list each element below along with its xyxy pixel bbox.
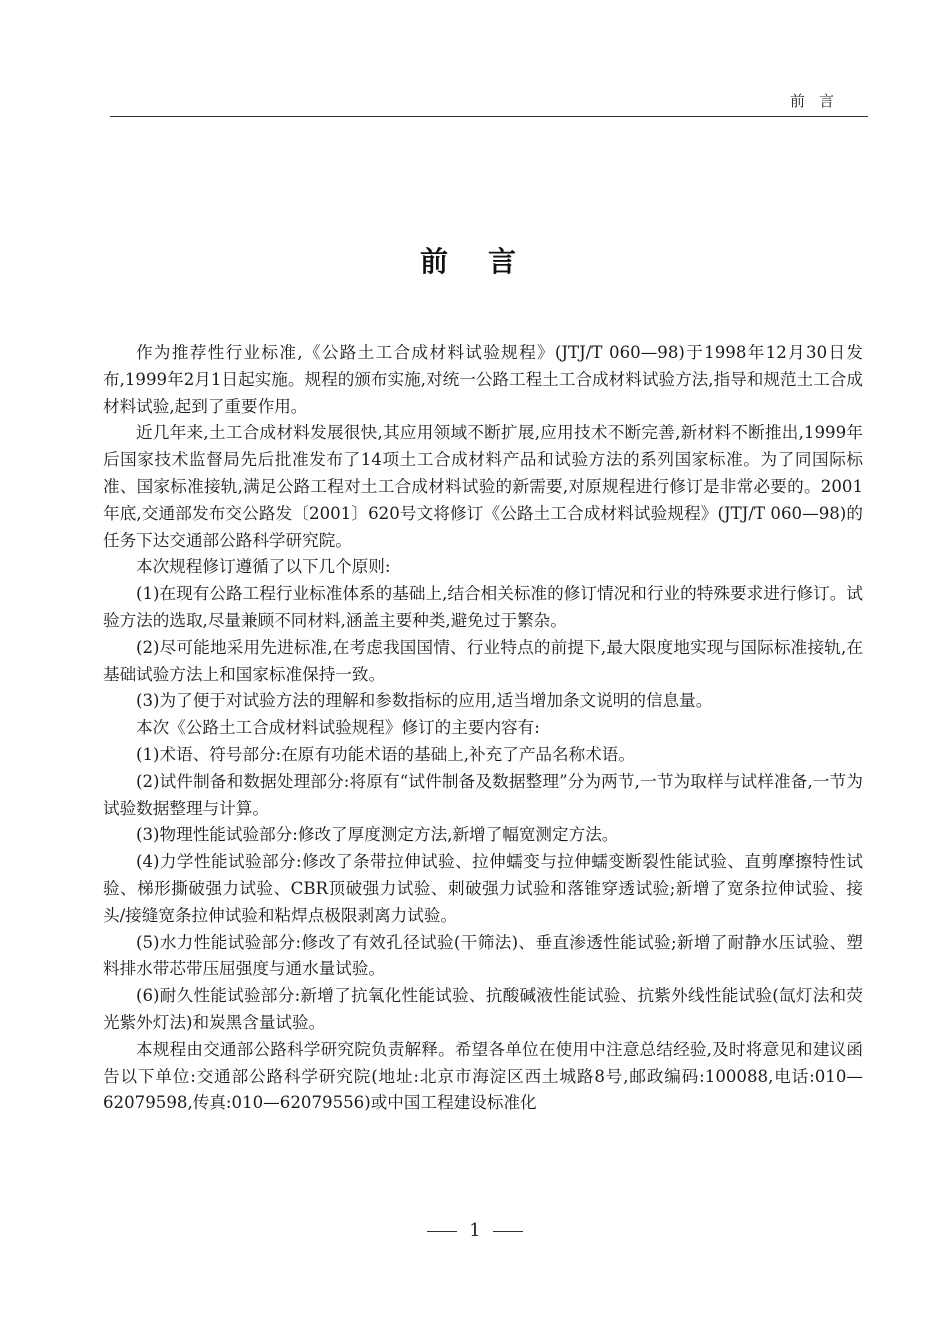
paragraph-interpretation: 本规程由交通部公路科学研究院负责解释。希望各单位在使用中注意总结经验,及时将意见和建议函告以下单位:交通部公路科学研究院(地址:北京市海淀区西土城路8号,邮政编码:100088,电话:010—62079598,传真:010—62079556)或中国工程建设标准化: [103, 1039, 863, 1113]
paragraph-content-4: (4)力学性能试验部分:修改了条带拉伸试验、拉伸蠕变与拉伸蠕变断裂性能试验、直剪摩擦特性试验、梯形撕破强力试验、CBR顶破强力试验、刺破强力试验和落锥穿透试验;新增了宽条拉伸试验、接头/接缝宽条拉伸试验和粘焊点极限剥离力试验。: [103, 852, 863, 925]
paragraph-content-2: (2)试件制备和数据处理部分:将原有“试件制备及数据整理”分为两节,一节为取样与试样准备,一节为试验数据整理与计算。: [103, 771, 863, 818]
page-title: 前言: [419, 245, 556, 278]
paragraph-contents-heading: 本次《公路土工合成材料试验规程》修订的主要内容有:: [136, 718, 540, 738]
page-footer: [0, 1220, 950, 1241]
body-text: [103, 340, 863, 1117]
paragraph-principle-1: (1)在现有公路工程行业标准体系的基础上,结合相关标准的修订情况和行业的特殊要求进行修订。试验方法的选取,尽量兼顾不同材料,涵盖主要种类,避免过于繁杂。: [103, 584, 863, 630]
page-number: 1: [469, 1220, 481, 1241]
paragraph-content-1: (1)术语、符号部分:在原有功能术语的基础上,补充了产品名称术语。: [136, 744, 635, 764]
paragraph-background: 近几年来,土工合成材料发展很快,其应用领域不断扩展,应用技术不断完善,新材料不断推出,1999年后国家技术监督局先后批准发布了14项土工合成材料产品和试验方法的系列国家标准。为了同国际标准、国家标准接轨,满足公路工程对土工合成材料试验的新需要,对原规程进行修订是非常必要的。2001年底,交通部发布交公路发〔2001〕620号文将修订《公路土工合成材料试验规程》(JTJ/T 060—98)的任务下达交通部公路科学研究院。: [103, 423, 863, 550]
footer-dash-left: [427, 1231, 457, 1232]
paragraph-principles-heading: 本次规程修订遵循了以下几个原则:: [136, 557, 391, 577]
header-rule: [110, 116, 868, 117]
footer-dash-right: [493, 1231, 523, 1232]
running-header: 前言: [790, 92, 849, 110]
paragraph-intro: 作为推荐性行业标准,《公路土工合成材料试验规程》(JTJ/T 060—98)于1998年12月30日发布,1999年2月1日起实施。规程的颁布实施,对统一公路工程土工合成材料试验方法,指导和规范土工合成材料试验,起到了重要作用。: [103, 343, 863, 416]
paragraph-principle-3: (3)为了便于对试验方法的理解和参数指标的应用,适当增加条文说明的信息量。: [136, 691, 713, 711]
paragraph-content-5: (5)水力性能试验部分:修改了有效孔径试验(干筛法)、垂直渗透性能试验;新增了耐静水压试验、塑料排水带芯带压屈强度与通水量试验。: [103, 932, 863, 979]
paragraph-content-3: (3)物理性能试验部分:修改了厚度测定方法,新增了幅宽测定方法。: [136, 825, 619, 845]
paragraph-content-6: (6)耐久性能试验部分:新增了抗氧化性能试验、抗酸碱液性能试验、抗紫外线性能试验(氙灯法和荧光紫外灯法)和炭黑含量试验。: [103, 986, 863, 1032]
paragraph-principle-2: (2)尽可能地采用先进标准,在考虑我国国情、行业特点的前提下,最大限度地实现与国际标准接轨,在基础试验方法上和国家标准保持一致。: [103, 637, 863, 684]
